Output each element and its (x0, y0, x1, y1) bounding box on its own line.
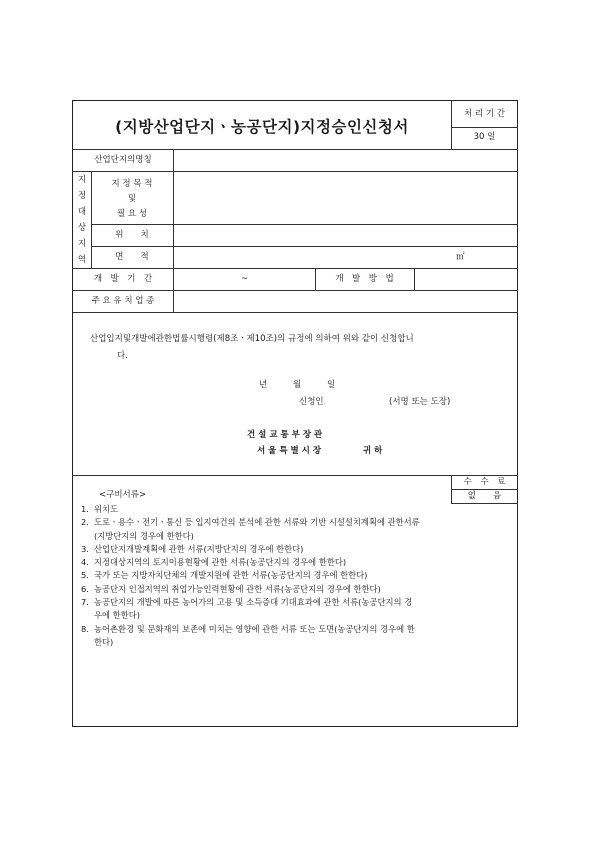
dev-method-label: 개 발 방 법 (335, 274, 394, 284)
list-item: 1. 위치도 (81, 504, 119, 514)
date-day-label: 일 (327, 380, 336, 390)
area-label: 면 적 (115, 252, 149, 262)
addressee-suffix: 귀 하 (363, 446, 383, 456)
fee-value: 없 음 (467, 491, 502, 501)
date-year-label: 년 (259, 380, 268, 390)
documents-list (81, 503, 513, 649)
processing-period-value: 30 일 (473, 132, 496, 142)
statement-line1: 산업입지및개발에관한법률시행령(제8조ㆍ제10조)의 규정에 의하여 위와 같이 신청합니 (90, 334, 414, 344)
list-item: 5. 국가 또는 지방자치단체의 개발지원에 관한 서류(농공단지의 경우에 한한다) (81, 570, 368, 581)
addressee-line2: 서 울 특 별 시 장 (257, 446, 322, 456)
main-industry-field[interactable] (174, 291, 518, 312)
designated-area-label: 지 정 대 상 지 역 (77, 175, 87, 265)
area-unit: ㎡ (456, 252, 465, 262)
processing-period-label: 처 리 기 간 (464, 109, 505, 119)
location-label: 위 치 (115, 230, 149, 240)
signature-note: (서명 또는 도장) (389, 397, 451, 407)
dev-method-field[interactable] (415, 269, 518, 290)
area-field[interactable] (174, 247, 518, 268)
applicant-label: 신청인 (299, 397, 324, 407)
addressee-line1: 건 설 교 통 부 장 관 (247, 430, 323, 440)
list-item: 2. 도로ㆍ용수ㆍ전기ㆍ통신 등 입지여건의 분석에 관한 서류와 기반 시설설치계획에 관한서류 (지방단지의 경우에 한한다) (81, 517, 420, 541)
fee-label: 수 수 료 (463, 477, 506, 487)
list-item: 6. 농공단지 인접지역의 취업가능인력현황에 관한 서류(농공단지의 경우에 한한다) (81, 583, 381, 594)
dev-period-separator: ~ (240, 274, 249, 284)
purpose-label-line2: 및 (127, 194, 137, 204)
form-title: (지방산업단지ㆍ농공단지)지정승인신청서 (115, 118, 409, 136)
dev-period-label: 개 발 기 간 (93, 274, 153, 284)
main-industry-label: 주 요 유 치 업 종 (91, 296, 155, 306)
purpose-label-line3: 필 요 성 (116, 209, 148, 219)
statement-line2: 다. (117, 351, 128, 361)
list-item: 3. 산업단지개발계획에 관한 서류(지방단지의 경우에 한한다) (81, 543, 304, 554)
application-form (72, 100, 518, 727)
list-item: 7. 농공단지의 개발에 따른 농어가의 고용 및 소득증대 기대효과에 관한 서류(농공단지의 경 우에 한한다) (81, 597, 413, 621)
purpose-field[interactable] (174, 172, 518, 224)
list-item: 8. 농어촌환경 및 문화재의 보존에 미치는 영향에 관한 서류 또는 도면(농공단지의 경우에 한 한다) (81, 623, 415, 647)
location-field[interactable] (174, 225, 518, 246)
complex-name-field[interactable] (174, 150, 518, 171)
complex-name-label: 산업단지의명칭 (94, 155, 152, 165)
documents-heading: <구비서류> (99, 490, 147, 500)
purpose-label-line1: 지 정 목 적 (111, 179, 153, 189)
date-month-label: 월 (293, 380, 302, 390)
list-item: 4. 지정대상지역의 토지이용현황에 관한 서류(농공단지의 경우에 한한다) (81, 557, 347, 568)
